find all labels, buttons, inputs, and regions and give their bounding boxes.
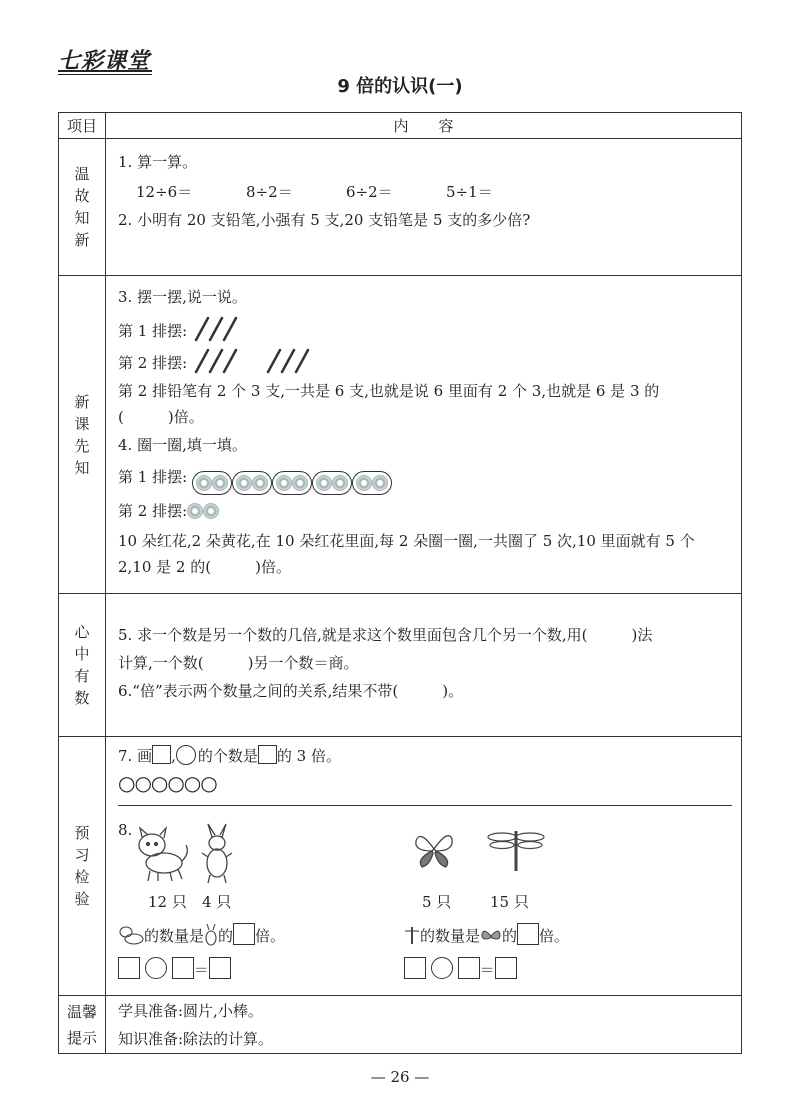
q7-text: 7. 画 , 的个数是 的 3 倍。 <box>118 747 341 765</box>
eq-box[interactable] <box>404 957 426 979</box>
q8-sentence-right: 的数量是 的 倍。 <box>404 923 569 946</box>
section-label-review: 温 故 知 新 <box>59 139 106 276</box>
label-butterflies-count: 5 只 <box>422 893 452 911</box>
eq-operator-circle[interactable] <box>145 957 167 979</box>
section-review-content <box>106 139 742 276</box>
q1-item-2: 8÷2＝ <box>246 183 293 201</box>
tip-tools: 学具准备:圆片,小棒。 <box>118 1002 263 1020</box>
eq-box[interactable] <box>172 957 194 979</box>
q4-text-a: 10 朵红花,2 朵黄花,在 10 朵红花里面,每 2 朵圈一圈,一共圈了 5 次,10 里面就有 5 个 <box>118 532 695 550</box>
yellow-flower <box>203 503 219 519</box>
q3-text-a: 第 2 排铅笔有 2 个 3 支,一共是 6 支,也就是说 6 里面有 2 个 3,也就是 6 是 3 的 <box>118 382 660 400</box>
flower-circle-4 <box>312 471 352 495</box>
flower-circle-3 <box>272 471 312 495</box>
q3-title: 3. 摆一摆,说一说。 <box>118 288 247 306</box>
flower-circle-1 <box>192 471 232 495</box>
equation-left: ＝ <box>118 957 231 980</box>
q3-text-b: ( )倍。 <box>118 408 204 426</box>
q8-sentence-left: 的数量是 的 倍。 <box>118 923 285 946</box>
q4-title: 4. 圈一圈,填一填。 <box>118 436 247 454</box>
section-label-preview: 新 课 先 知 <box>59 276 106 594</box>
eq-box[interactable] <box>458 957 480 979</box>
q7-circles: ○○○○○○ <box>118 771 217 795</box>
page-number: — 26 — <box>370 1068 430 1086</box>
eq-box[interactable] <box>118 957 140 979</box>
q1-title: 1. 算一算。 <box>118 153 198 171</box>
label-cats-count: 12 只 <box>148 893 187 911</box>
q6-text: 6.“倍”表示两个数量之间的关系,结果不带( )。 <box>118 682 464 700</box>
section-label-summary: 心 中 有 数 <box>59 594 106 737</box>
section-label-tips: 温馨 提示 <box>59 996 106 1054</box>
square-shape <box>152 745 171 764</box>
pencils-group-1 <box>192 316 242 342</box>
eq-box[interactable] <box>495 957 517 979</box>
tip-knowledge: 知识准备:除法的计算。 <box>118 1030 274 1048</box>
label-rabbits-count: 4 只 <box>202 893 232 911</box>
header-project: 项目 <box>59 113 106 139</box>
q2-text: 2. 小明有 20 支铅笔,小强有 5 支,20 支铅笔是 5 支的多少倍? <box>118 211 531 229</box>
eq-box[interactable] <box>209 957 231 979</box>
dragonfly-icon <box>404 925 420 945</box>
square-shape <box>258 745 277 764</box>
yellow-flower <box>187 503 203 519</box>
q5-line1: 5. 求一个数是另一个数的几倍,就是求这个数里面包含几个另一个数,用( )法 <box>118 626 653 644</box>
q1-item-1: 12÷6＝ <box>136 183 193 201</box>
q1-item-3: 6÷2＝ <box>346 183 393 201</box>
flower-circle-2 <box>232 471 272 495</box>
pencils-groups-2 <box>192 348 322 374</box>
q1-item-4: 5÷1＝ <box>446 183 493 201</box>
q3-row2: 第 2 排摆: <box>118 348 322 374</box>
q4-row1: 第 1 排摆: <box>118 466 392 495</box>
q8-number: 8. <box>118 821 133 839</box>
answer-box[interactable] <box>233 923 255 945</box>
butterfly-icon <box>412 829 456 869</box>
label-dragonflies-count: 15 只 <box>490 893 529 911</box>
q4-row2: 第 2 排摆: <box>118 500 219 521</box>
section-preview-content <box>106 276 742 594</box>
equation-right: ＝ <box>404 957 517 980</box>
rabbit-icon <box>200 823 234 885</box>
flower-circle-5 <box>352 471 392 495</box>
q5-line2: 计算,一个数( )另一个数＝商。 <box>118 654 359 672</box>
header-content: 内 容 <box>106 113 742 139</box>
q7-answer-line <box>118 805 732 806</box>
section-tips-content <box>106 996 742 1054</box>
section-check-content <box>106 737 742 996</box>
q4-text-b: 2,10 是 2 的( )倍。 <box>118 558 291 576</box>
eq-operator-circle[interactable] <box>431 957 453 979</box>
rabbit-icon <box>204 924 218 946</box>
section-label-check: 预 习 检 验 <box>59 737 106 996</box>
cat-icon <box>118 925 144 945</box>
lesson-title: 9 倍的认识(一) <box>337 76 463 97</box>
cat-icon <box>130 825 192 883</box>
q3-row1: 第 1 排摆: <box>118 316 242 342</box>
dragonfly-icon <box>486 825 546 873</box>
answer-box[interactable] <box>517 923 539 945</box>
worksheet-table <box>58 112 742 1054</box>
circle-shape <box>176 745 196 765</box>
section-summary-content <box>106 594 742 737</box>
butterfly-icon <box>480 927 502 945</box>
brand-logo: 七彩课堂 <box>58 49 151 74</box>
